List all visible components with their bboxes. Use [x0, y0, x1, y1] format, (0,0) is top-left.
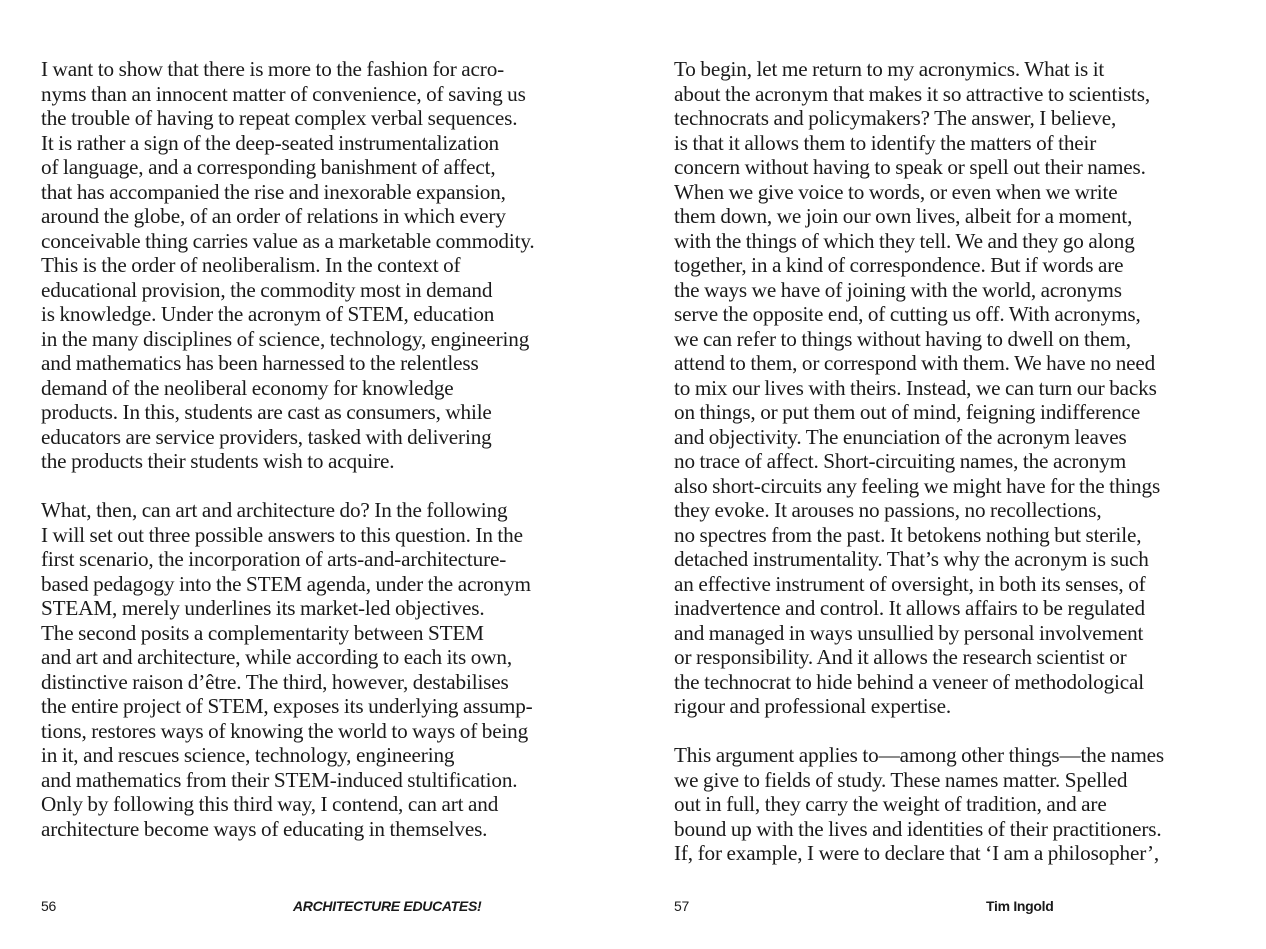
- text-line: together, in a kind of correspondence. But if words are: [674, 253, 1124, 277]
- text-line: and managed in ways unsullied by personal involvement: [674, 620, 1144, 645]
- right-page: [633, 0, 1266, 949]
- text-line: them down, we join our own lives, albeit for a moment,: [674, 204, 1133, 228]
- text-line: detached instrumentality. That’s why the acronym is such: [674, 547, 1149, 571]
- text-line: we can refer to things without having to dwell on them,: [674, 326, 1131, 351]
- text-line: nyms than an innocent matter of convenience, of saving us: [41, 81, 526, 106]
- text-line: concern without having to speak or spell out their names.: [674, 155, 1146, 179]
- text-line: an effective instrument of oversight, in both its senses, of: [674, 571, 1146, 596]
- text-line: If, for example, I were to declare that ‘I am a philosopher’,: [674, 841, 1159, 865]
- page-number: 57: [674, 898, 689, 914]
- text-line: about the acronym that makes it so attractive to scientists,: [674, 81, 1151, 106]
- text-line: products. In this, students are cast as consumers, while: [41, 400, 492, 424]
- text-line: no trace of affect. Short-circuiting names, the acronym: [674, 449, 1127, 473]
- page-number: 56: [41, 898, 56, 914]
- text-line: distinctive raison d’être. The third, however, destabilises: [41, 669, 509, 694]
- text-line: in the many disciplines of science, technology, engineering: [41, 326, 530, 351]
- text-line: architecture become ways of educating in themselves.: [41, 816, 488, 841]
- text-line: and mathematics has been harnessed to the relentless: [41, 351, 479, 375]
- text-line: to mix our lives with theirs. Instead, we can turn our backs: [674, 375, 1157, 400]
- text-line: based pedagogy into the STEM agenda, under the acronym: [41, 571, 531, 596]
- text-line: The second posits a complementarity between STEM: [41, 620, 484, 645]
- text-line: in it, and rescues science, technology, engineering: [41, 743, 455, 767]
- text-line: and objectivity. The enunciation of the acronym leaves: [674, 424, 1127, 449]
- text-line: rigour and professional expertise.: [674, 694, 951, 718]
- text-line: is knowledge. Under the acronym of STEM, education: [41, 302, 495, 326]
- text-line: I will set out three possible answers to this question. In the: [41, 522, 523, 547]
- right-page-body: [674, 57, 1164, 890]
- paragraph: [41, 498, 535, 841]
- text-line: When we give voice to words, or even when we write: [674, 179, 1118, 204]
- text-line: the products their students wish to acquire.: [41, 449, 395, 473]
- text-line: What, then, can art and architecture do? In the following: [41, 498, 508, 522]
- text-line: they evoke. It arouses no passions, no recollections,: [674, 498, 1102, 522]
- text-line: also short-circuits any feeling we might have for the things: [674, 473, 1161, 498]
- text-line: serve the opposite end, of cutting us off. With acronyms,: [674, 302, 1141, 326]
- text-line: the entire project of STEM, exposes its underlying assump-: [41, 694, 533, 718]
- text-line: demand of the neoliberal economy for knowledge: [41, 375, 454, 400]
- running-head-author: Tim Ingold: [986, 898, 1054, 914]
- paragraph: [674, 743, 1164, 866]
- text-line: educational provision, the commodity most in demand: [41, 277, 493, 302]
- paragraph: [41, 57, 535, 474]
- paragraph: [674, 57, 1164, 719]
- text-line: the trouble of having to repeat complex verbal sequences.: [41, 106, 518, 130]
- text-line: with the things of which they tell. We and they go along: [674, 228, 1135, 253]
- text-line: Only by following this third way, I contend, can art and: [41, 792, 499, 816]
- text-line: the ways we have of joining with the world, acronyms: [674, 277, 1122, 302]
- text-line: of language, and a corresponding banishment of affect,: [41, 155, 496, 179]
- text-line: educators are service providers, tasked with delivering: [41, 424, 492, 449]
- text-line: around the globe, of an order of relations in which every: [41, 204, 506, 228]
- text-line: This is the order of neoliberalism. In the context of: [41, 253, 461, 277]
- text-line: or responsibility. And it allows the research scientist or: [674, 645, 1127, 669]
- running-head-book-title: ARCHITECTURE EDUCATES!: [293, 898, 482, 914]
- text-line: inadvertence and control. It allows affairs to be regulated: [674, 596, 1145, 620]
- text-line: It is rather a sign of the deep-seated instrumentalization: [41, 130, 499, 155]
- text-line: we give to fields of study. These names matter. Spelled: [674, 767, 1128, 792]
- text-line: STEAM, merely underlines its market-led objectives.: [41, 596, 485, 620]
- text-line: is that it allows them to identify the matters of their: [674, 130, 1097, 155]
- text-line: This argument applies to—among other things—the names: [674, 743, 1165, 767]
- text-line: bound up with the lives and identities of their practitioners.: [674, 816, 1162, 841]
- text-line: that has accompanied the rise and inexorable expansion,: [41, 179, 506, 204]
- text-line: and art and architecture, while according to each its own,: [41, 645, 512, 669]
- text-line: on things, or put them out of mind, feigning indifference: [674, 400, 1141, 424]
- left-page-body: [41, 57, 535, 866]
- text-line: conceivable thing carries value as a marketable commodity.: [41, 228, 535, 253]
- text-line: the technocrat to hide behind a veneer of methodological: [674, 669, 1145, 694]
- text-line: tions, restores ways of knowing the world to ways of being: [41, 718, 529, 743]
- text-line: attend to them, or correspond with them. We have no need: [674, 351, 1156, 375]
- text-line: out in full, they carry the weight of tradition, and are: [674, 792, 1107, 816]
- text-line: I want to show that there is more to the fashion for acro-: [41, 57, 505, 81]
- text-line: no spectres from the past. It betokens nothing but sterile,: [674, 522, 1142, 547]
- text-line: and mathematics from their STEM-induced stultification.: [41, 767, 518, 792]
- text-line: first scenario, the incorporation of arts-and-architecture-: [41, 547, 507, 571]
- text-line: technocrats and policymakers? The answer, I believe,: [674, 106, 1117, 130]
- text-line: To begin, let me return to my acronymics. What is it: [674, 57, 1105, 81]
